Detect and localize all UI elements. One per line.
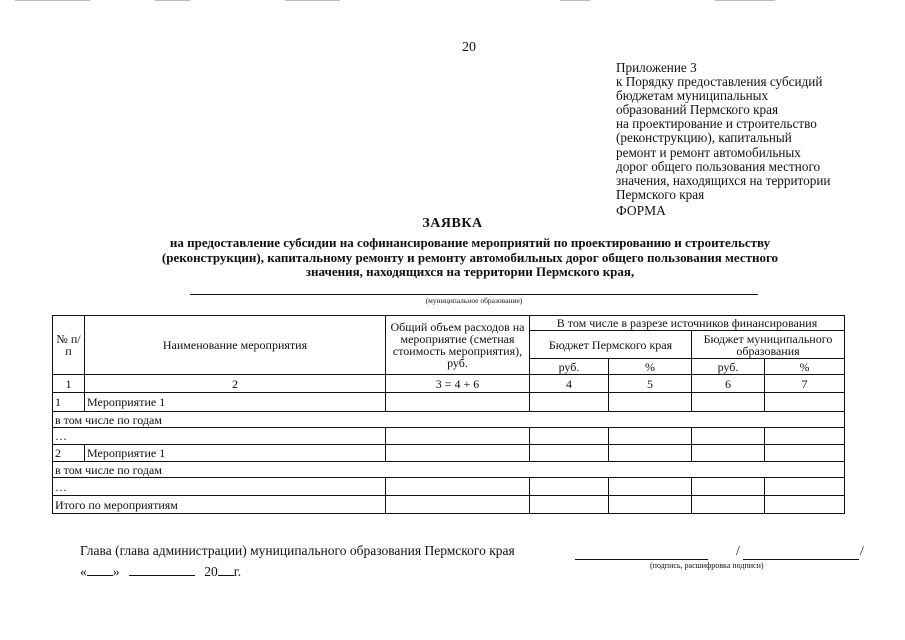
subtitle-line: значения, находящихся на территории Пермского края, <box>305 264 635 279</box>
scan-artifact <box>285 0 340 1</box>
cell-input[interactable] <box>609 496 692 514</box>
cell-input[interactable] <box>386 445 530 462</box>
appendix-line: (реконструкцию), капитальный <box>616 130 792 146</box>
cell-input[interactable] <box>765 428 845 445</box>
row-by-years: в том числе по годам <box>53 412 845 428</box>
cell-input[interactable] <box>765 496 845 514</box>
page-number: 20 <box>462 40 476 55</box>
cell-input[interactable] <box>609 428 692 445</box>
date-row <box>80 563 241 580</box>
signature-decoding-field[interactable] <box>743 559 859 560</box>
cell-input[interactable] <box>692 393 765 412</box>
cell-input[interactable] <box>692 428 765 445</box>
cell-input[interactable] <box>609 478 692 496</box>
row-ellipsis: … <box>53 428 386 445</box>
date-year-suffix: г. <box>233 564 242 579</box>
header-regional-budget: Бюджет Пермского края <box>530 331 692 359</box>
subtitle-line: на предоставление субсидии на софинансирование мероприятий по проектированию и строительству <box>169 235 771 250</box>
subtitle-line: (реконструкции), капитальному ремонту и ремонту автомобильных дорог общего пользования местного <box>161 249 779 265</box>
header-total: Общий объем расходов на мероприятие (сметная стоимость мероприятия), руб. <box>386 316 530 375</box>
appendix-line: на проектирование и строительство <box>616 116 817 132</box>
table-row <box>53 445 845 462</box>
date-open-quote: « <box>80 564 87 579</box>
signature-slash: / <box>860 543 864 558</box>
header-municipal-rub: руб. <box>692 359 765 375</box>
header-municipal-pct: % <box>765 359 845 375</box>
row-name: Мероприятие 1 <box>85 445 386 462</box>
table-row <box>53 412 845 428</box>
numbering-row <box>53 375 845 393</box>
table-row <box>53 496 845 514</box>
header-number: № п/п <box>53 316 85 375</box>
table-row <box>53 428 845 445</box>
cell-input[interactable] <box>386 393 530 412</box>
appendix-line: Пермского края <box>616 186 705 202</box>
column-number: 4 <box>530 375 609 393</box>
row-by-years: в том числе по годам <box>53 462 845 478</box>
row-total: Итого по мероприятиям <box>53 496 386 514</box>
application-table <box>52 315 845 514</box>
appendix-line: значения, находящихся на территории <box>616 172 831 188</box>
date-close-quote: » <box>112 564 120 579</box>
appendix-line: ремонт и ремонт автомобильных <box>616 144 801 160</box>
scan-artifact <box>560 0 590 1</box>
signature-slash: / <box>736 543 740 558</box>
appendix-block <box>616 61 886 202</box>
cell-input[interactable] <box>530 445 609 462</box>
cell-input[interactable] <box>386 496 530 514</box>
municipality-caption: (муниципальное образование) <box>425 296 523 305</box>
column-number: 1 <box>53 375 85 393</box>
date-year-prefix: 20 <box>204 564 218 579</box>
cell-input[interactable] <box>530 478 609 496</box>
cell-input[interactable] <box>692 478 765 496</box>
form-label: ФОРМА <box>616 203 666 218</box>
cell-input[interactable] <box>530 496 609 514</box>
document-subtitle <box>95 236 845 280</box>
table-row <box>53 478 845 496</box>
header-sources: В том числе в разрезе источников финансирования <box>530 316 845 331</box>
scan-artifact <box>15 0 90 1</box>
column-number: 7 <box>765 375 845 393</box>
date-year-field[interactable] <box>218 563 234 576</box>
cell-input[interactable] <box>609 393 692 412</box>
scan-artifact <box>715 0 775 1</box>
signature-label: Глава (глава администрации) муниципального образования Пермского края <box>80 543 515 558</box>
cell-input[interactable] <box>692 445 765 462</box>
date-month-field[interactable] <box>129 563 195 576</box>
cell-input[interactable] <box>386 478 530 496</box>
column-number: 5 <box>609 375 692 393</box>
column-number: 3 = 4 + 6 <box>386 375 530 393</box>
row-number: 2 <box>53 445 85 462</box>
date-day-field[interactable] <box>87 563 113 576</box>
column-number: 6 <box>692 375 765 393</box>
header-name: Наименование мероприятия <box>85 316 386 375</box>
cell-input[interactable] <box>765 445 845 462</box>
row-ellipsis: … <box>53 478 386 496</box>
cell-input[interactable] <box>692 496 765 514</box>
header-municipal-budget: Бюджет муниципального образования <box>692 331 845 359</box>
municipality-field-line[interactable] <box>190 294 758 295</box>
table-row <box>53 393 845 412</box>
table-row <box>53 462 845 478</box>
appendix-line: бюджетам муниципальных <box>616 88 769 104</box>
cell-input[interactable] <box>765 478 845 496</box>
appendix-line: к Порядку предоставления субсидий <box>616 74 823 90</box>
cell-input[interactable] <box>386 428 530 445</box>
document-title: ЗАЯВКА <box>422 216 483 231</box>
cell-input[interactable] <box>765 393 845 412</box>
cell-input[interactable] <box>609 445 692 462</box>
header-regional-rub: руб. <box>530 359 609 375</box>
header-regional-pct: % <box>609 359 692 375</box>
appendix-line: образований Пермского края <box>616 102 779 118</box>
column-number: 2 <box>85 375 386 393</box>
signature-caption: (подпись, расшифровка подписи) <box>650 561 764 570</box>
appendix-line: Приложение 3 <box>616 60 697 75</box>
cell-input[interactable] <box>530 393 609 412</box>
scan-artifact <box>155 0 190 1</box>
row-name: Мероприятие 1 <box>85 393 386 412</box>
signature-field[interactable] <box>575 559 708 560</box>
appendix-line: дорог общего пользования местного <box>616 158 821 174</box>
row-number: 1 <box>53 393 85 412</box>
cell-input[interactable] <box>530 428 609 445</box>
